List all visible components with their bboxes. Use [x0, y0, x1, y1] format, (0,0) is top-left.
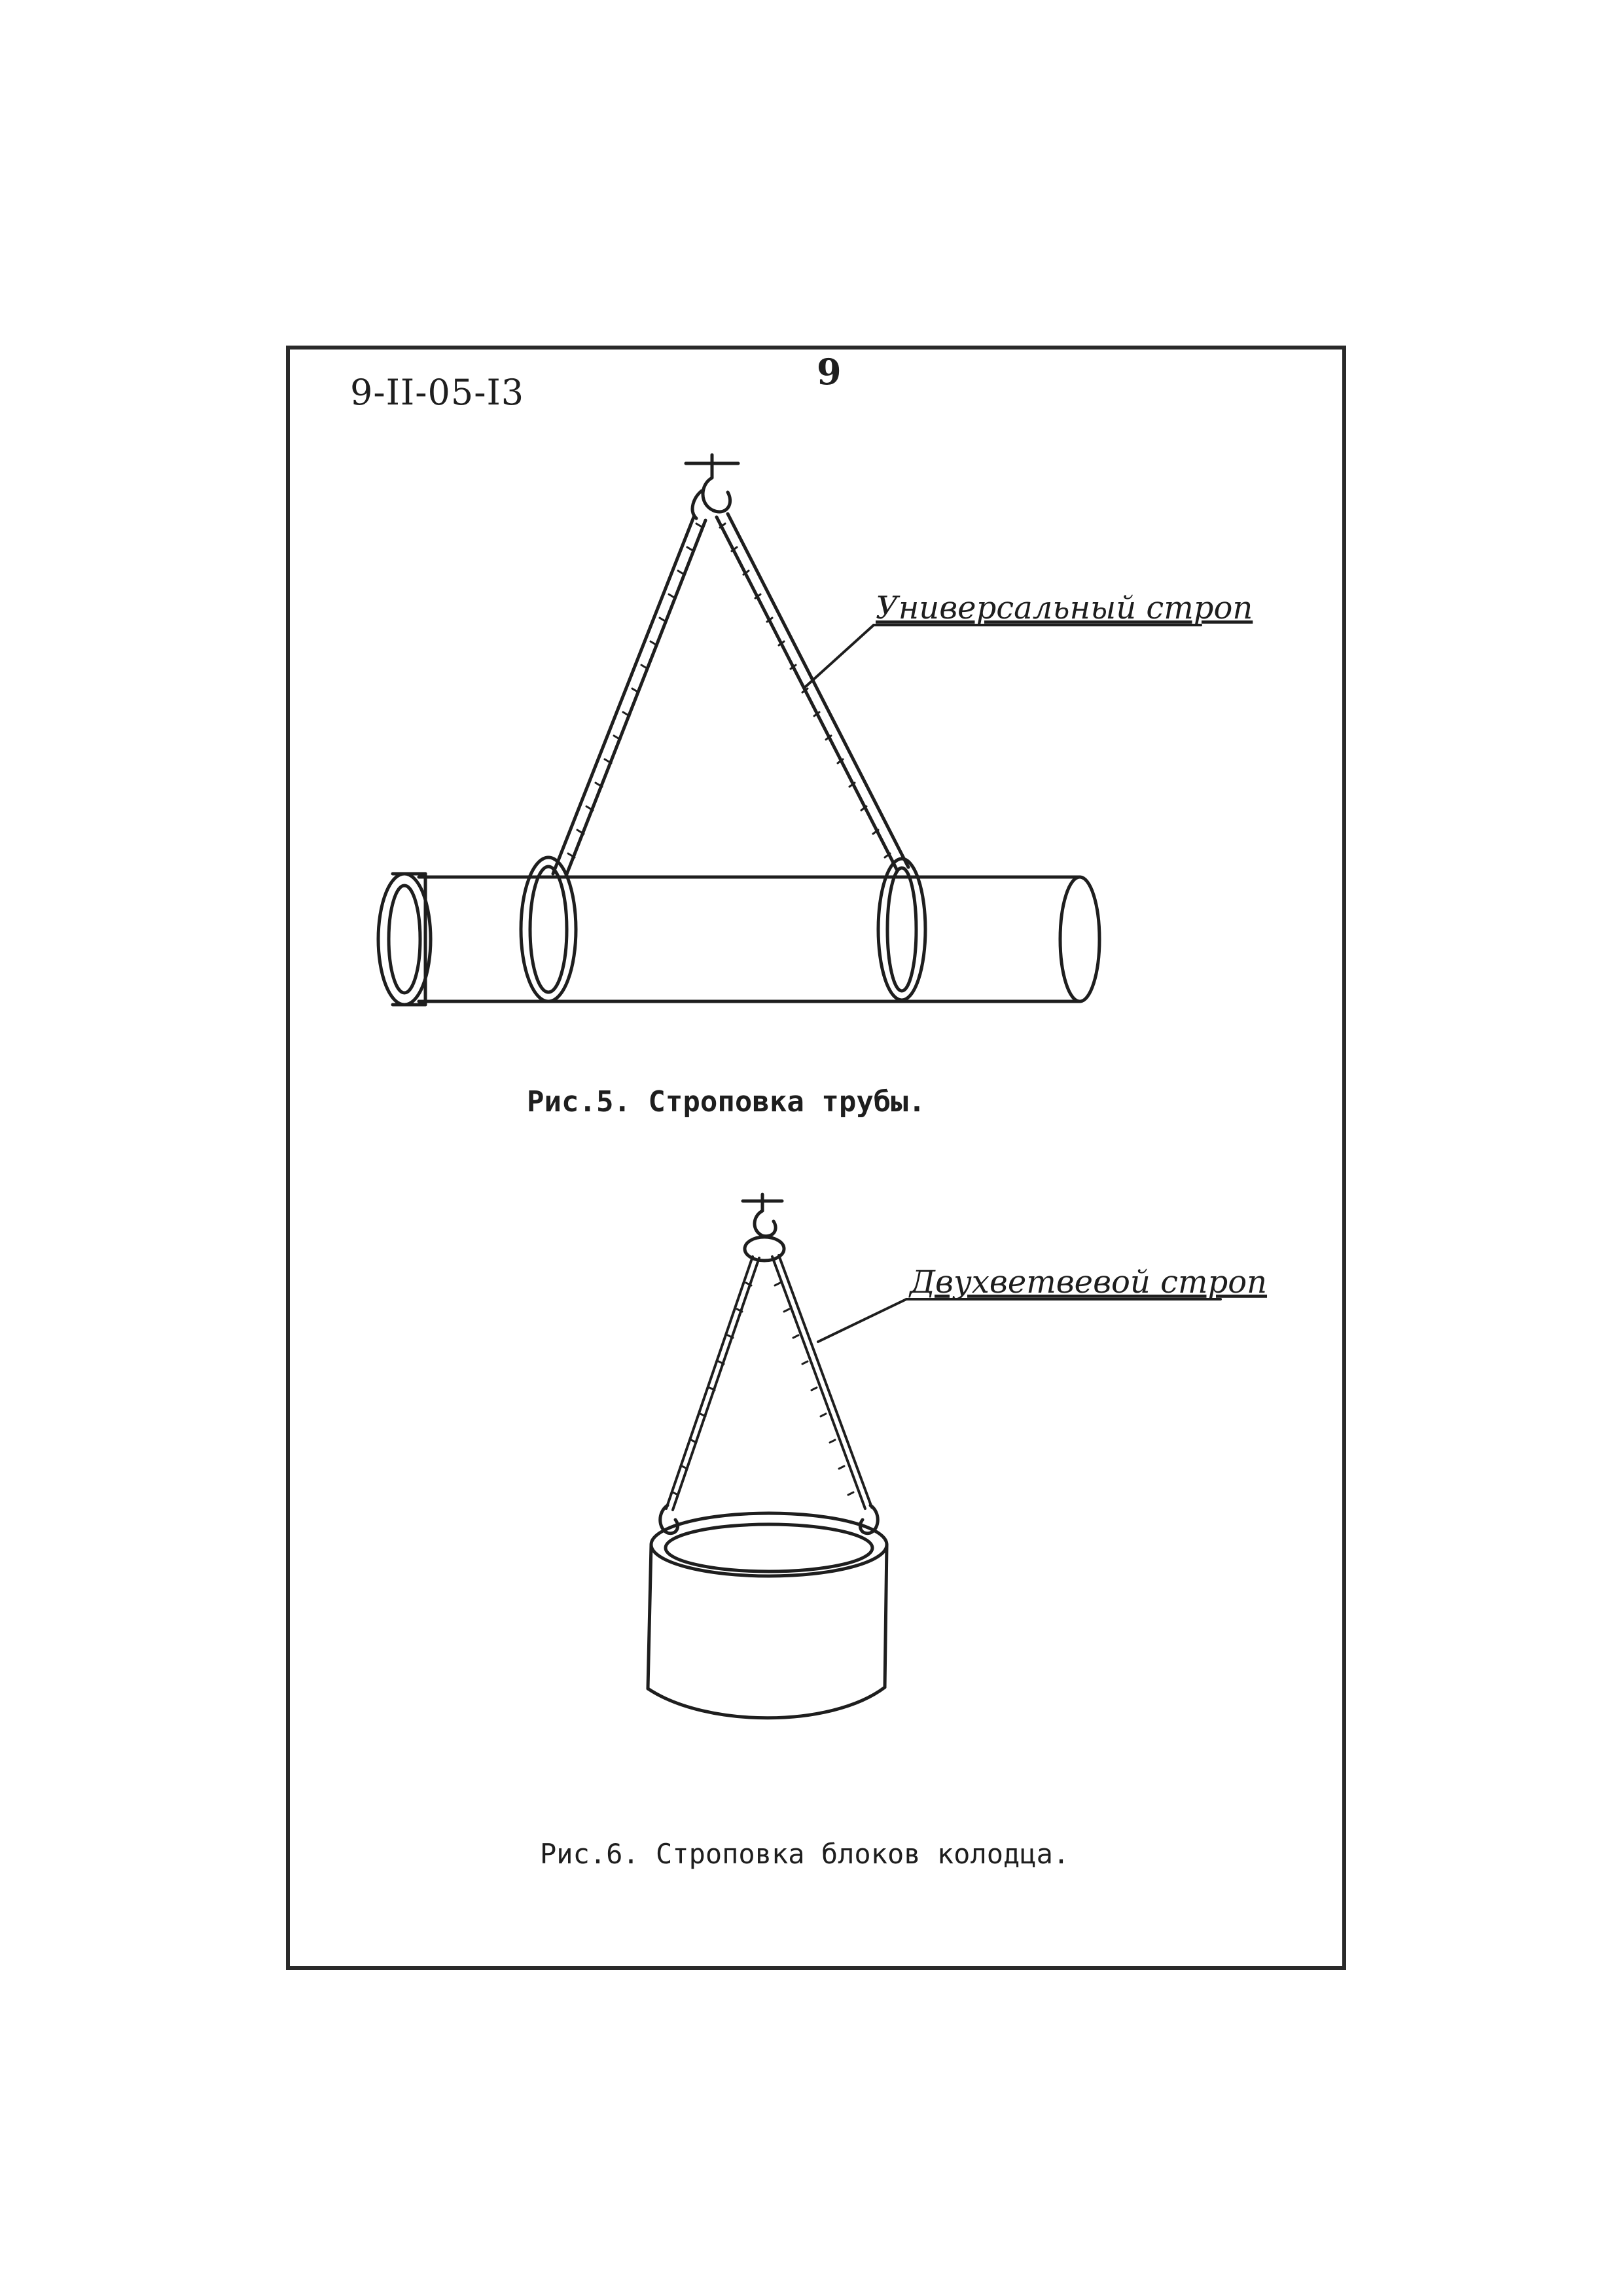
sling-leader-line-6 — [818, 1299, 906, 1342]
figure-5-drawing — [378, 455, 1201, 1005]
figure-5-caption: Рис.5. Строповка трубы. — [527, 1085, 926, 1119]
document-code: 9-II-05-I3 — [350, 372, 525, 413]
crane-hook-icon-2 — [743, 1194, 784, 1261]
well-sling-left-leg — [666, 1257, 759, 1510]
pipe-sling-left-leg — [553, 517, 705, 876]
page-number: 9 — [817, 351, 842, 393]
pipe-sling-left-loop — [521, 857, 576, 1001]
pipe-sling-right-leg — [717, 514, 908, 869]
well-ring-block — [648, 1513, 887, 1718]
universal-sling-label: Универсальный строп — [876, 590, 1253, 626]
pipe-sling-right-loop — [878, 859, 925, 1000]
two-leg-sling-label: Двухветвевой строп — [910, 1264, 1268, 1300]
figure-6-caption: Рис.6. Строповка блоков колодца. — [540, 1838, 1070, 1870]
sling-leader-line-5 — [805, 625, 874, 687]
well-sling-right-leg — [772, 1255, 872, 1509]
pipe-body — [378, 874, 1099, 1005]
crane-hook-icon — [686, 455, 738, 518]
